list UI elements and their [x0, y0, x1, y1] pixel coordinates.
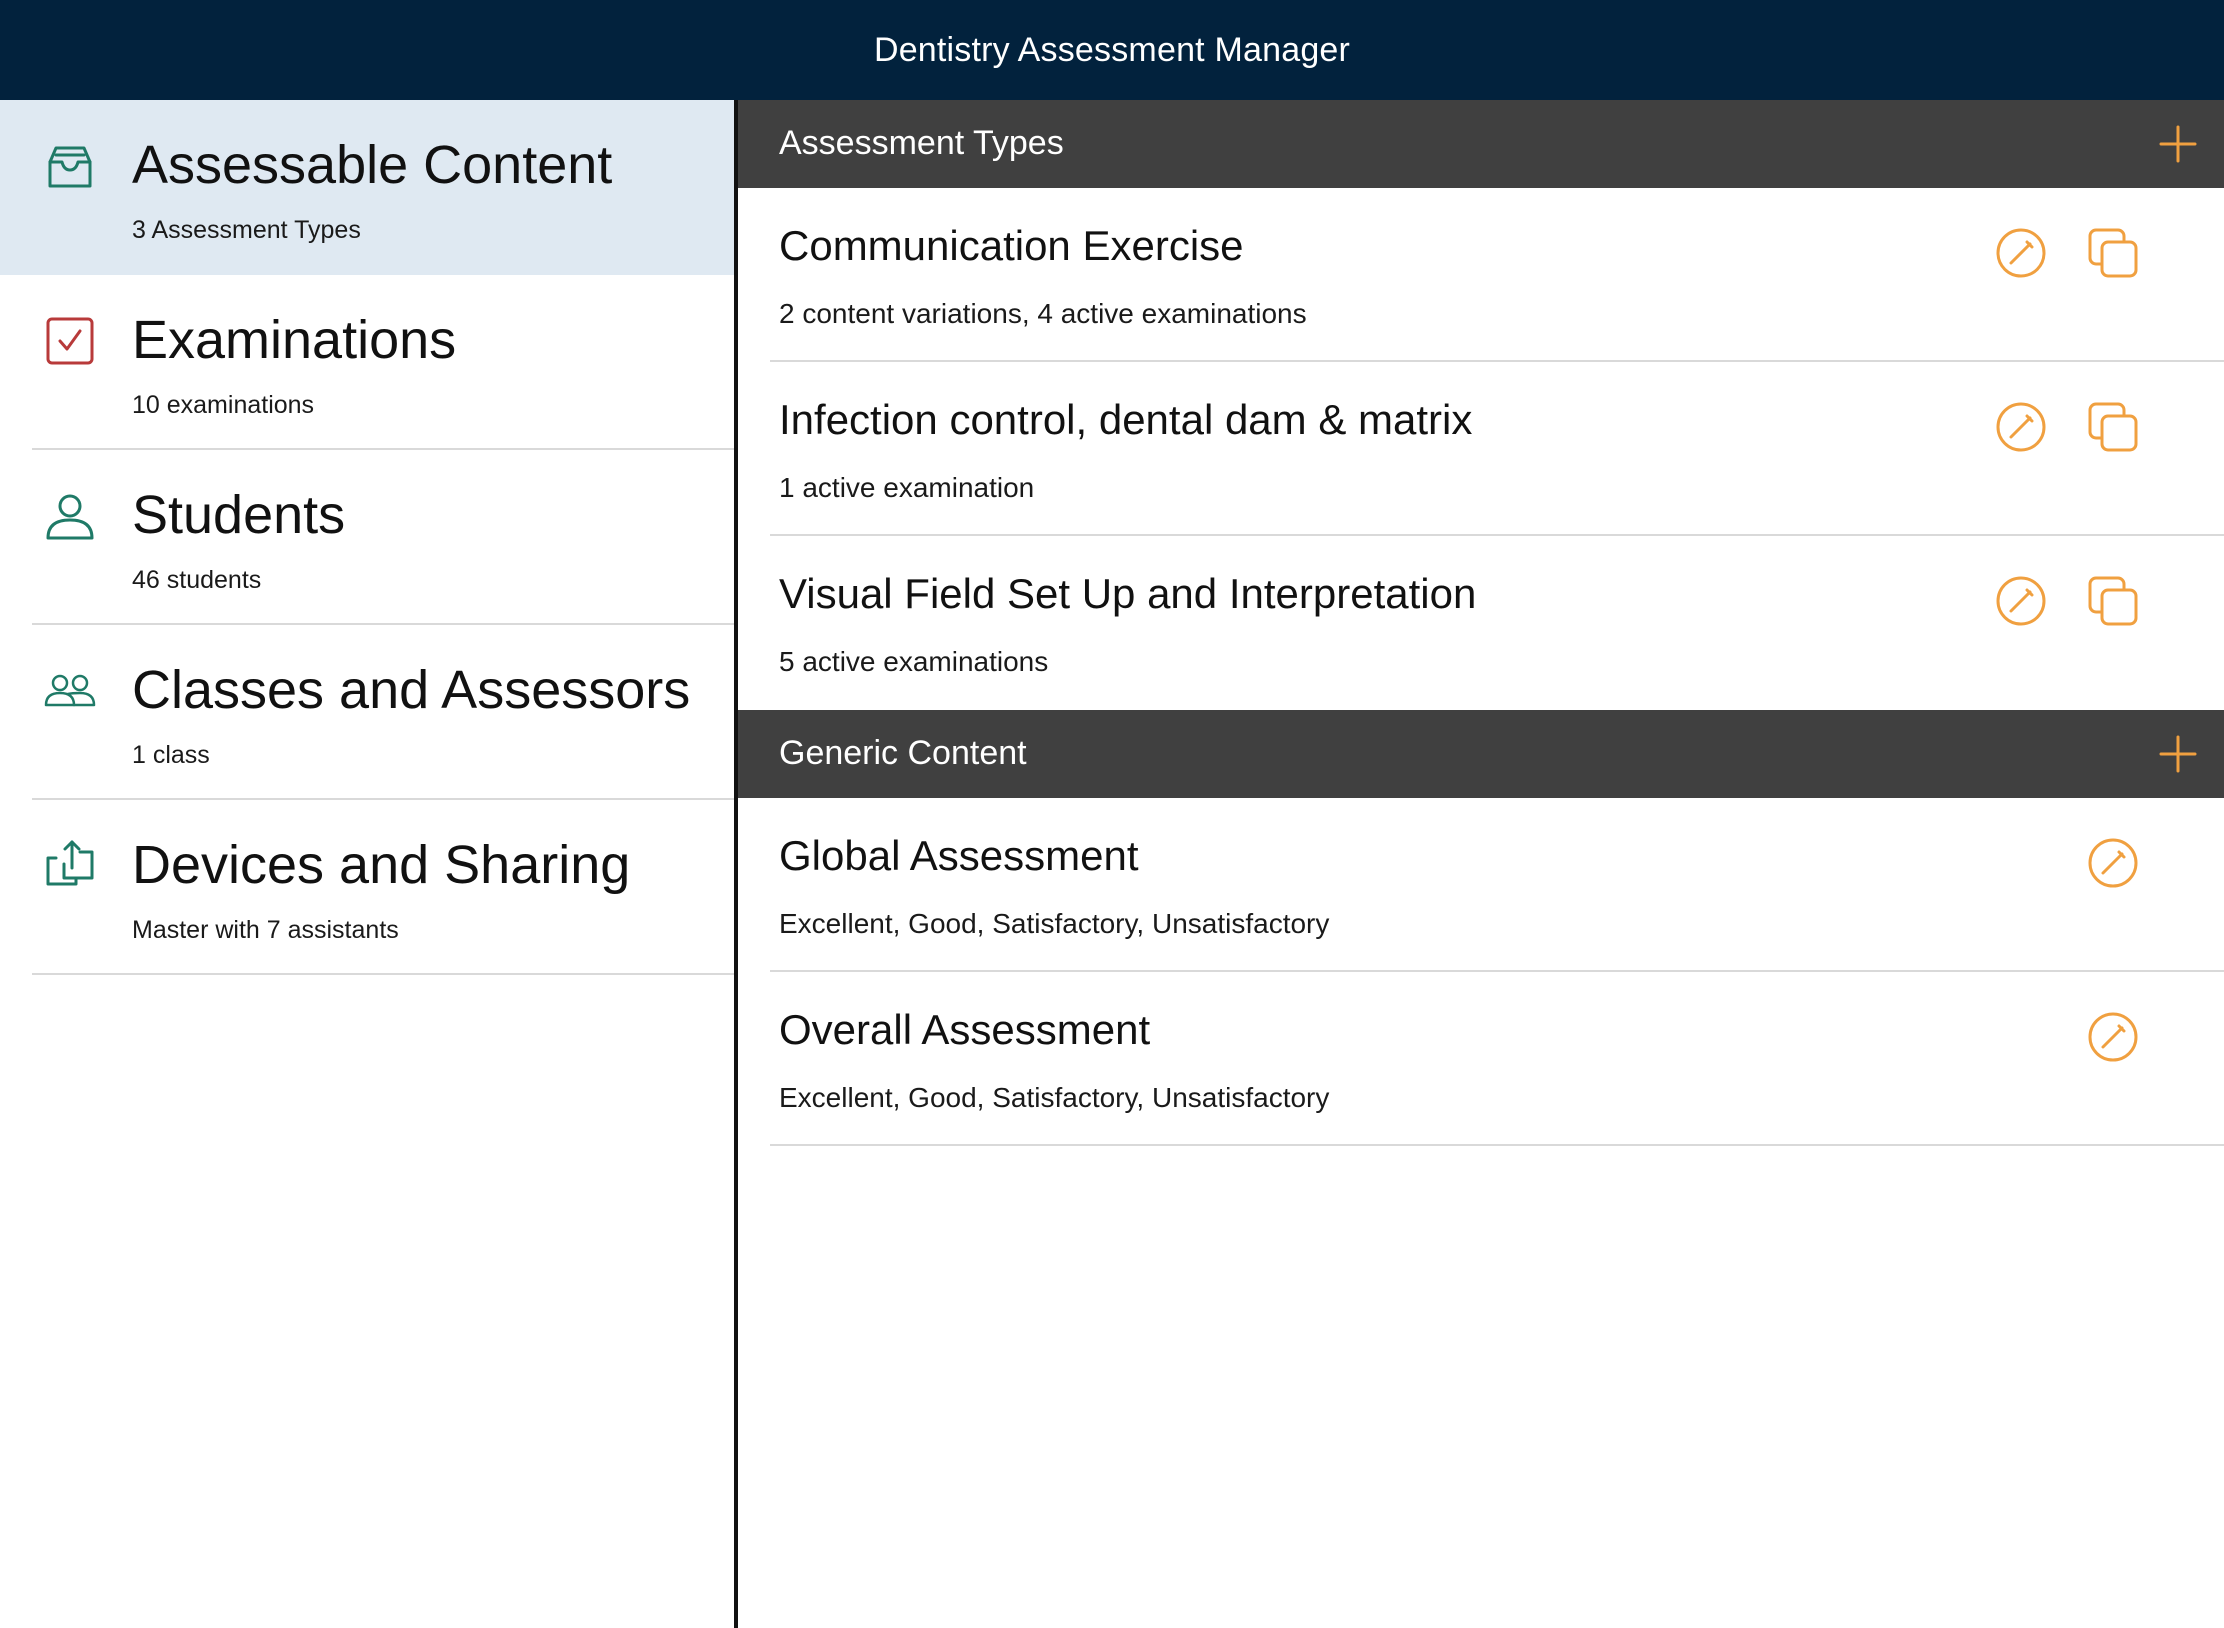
title-bar: [0, 0, 2224, 100]
sidebar-item-subtitle: 10 examinations: [132, 391, 315, 419]
item-title: Communication Exercise: [779, 222, 1244, 269]
sidebar-item-subtitle: 1 class: [132, 741, 210, 769]
people-icon: [42, 663, 98, 719]
section-title: Assessment Types: [779, 124, 1064, 162]
app-title: Dentistry Assessment Manager: [873, 30, 1351, 69]
plus-icon[interactable]: [2156, 732, 2200, 776]
sidebar-item-label: Classes and Assessors: [132, 660, 691, 720]
section-header-generic-content: [738, 710, 2224, 798]
list-item[interactable]: [738, 536, 2224, 710]
sidebar-item-assessable-content[interactable]: [0, 100, 734, 275]
sidebar-item-subtitle: 46 students: [132, 566, 262, 594]
content-pane: [738, 100, 2224, 1628]
item-subtitle: Excellent, Good, Satisfactory, Unsatisfactory: [779, 1082, 1330, 1113]
share-icon: [42, 838, 98, 894]
item-subtitle: 2 content variations, 4 active examinations: [779, 298, 1307, 329]
list-item[interactable]: [738, 972, 2224, 1146]
item-title: Global Assessment: [779, 832, 1139, 879]
sidebar-item-students[interactable]: [0, 450, 734, 625]
item-subtitle: 1 active examination: [779, 472, 1035, 503]
inbox-tray-icon: [42, 138, 98, 194]
item-title: Infection control, dental dam & matrix: [779, 396, 1473, 443]
sidebar-item-classes-and-assessors[interactable]: [0, 625, 734, 800]
edit-icon[interactable]: [1994, 226, 2048, 280]
person-icon: [42, 488, 98, 544]
sidebar-item-subtitle: Master with 7 assistants: [132, 916, 399, 944]
item-title: Overall Assessment: [779, 1006, 1151, 1053]
sidebar-item-examinations[interactable]: [0, 275, 734, 450]
edit-icon[interactable]: [1994, 574, 2048, 628]
list-item[interactable]: [738, 362, 2224, 536]
section-header-assessment-types: [738, 100, 2224, 188]
sidebar-item-label: Students: [132, 485, 346, 545]
plus-icon[interactable]: [2156, 122, 2200, 166]
duplicate-icon[interactable]: [2086, 400, 2140, 454]
edit-icon[interactable]: [2086, 1010, 2140, 1064]
item-title: Visual Field Set Up and Interpretation: [779, 570, 1477, 617]
sidebar-item-subtitle: 3 Assessment Types: [132, 216, 361, 244]
sidebar: [0, 100, 734, 1628]
row-divider: [770, 1144, 2224, 1146]
sidebar-item-label: Assessable Content: [132, 135, 613, 195]
duplicate-icon[interactable]: [2086, 574, 2140, 628]
item-subtitle: 5 active examinations: [779, 646, 1049, 677]
sidebar-item-label: Devices and Sharing: [132, 835, 631, 895]
edit-icon[interactable]: [1994, 400, 2048, 454]
section-title: Generic Content: [779, 734, 1027, 772]
list-item[interactable]: [738, 798, 2224, 972]
duplicate-icon[interactable]: [2086, 226, 2140, 280]
checkbox-icon: [42, 313, 98, 369]
item-subtitle: Excellent, Good, Satisfactory, Unsatisfactory: [779, 908, 1330, 939]
edit-icon[interactable]: [2086, 836, 2140, 890]
sidebar-item-devices-and-sharing[interactable]: [0, 800, 734, 975]
sidebar-item-label: Examinations: [132, 310, 457, 370]
list-item[interactable]: [738, 188, 2224, 362]
row-divider: [32, 973, 734, 975]
